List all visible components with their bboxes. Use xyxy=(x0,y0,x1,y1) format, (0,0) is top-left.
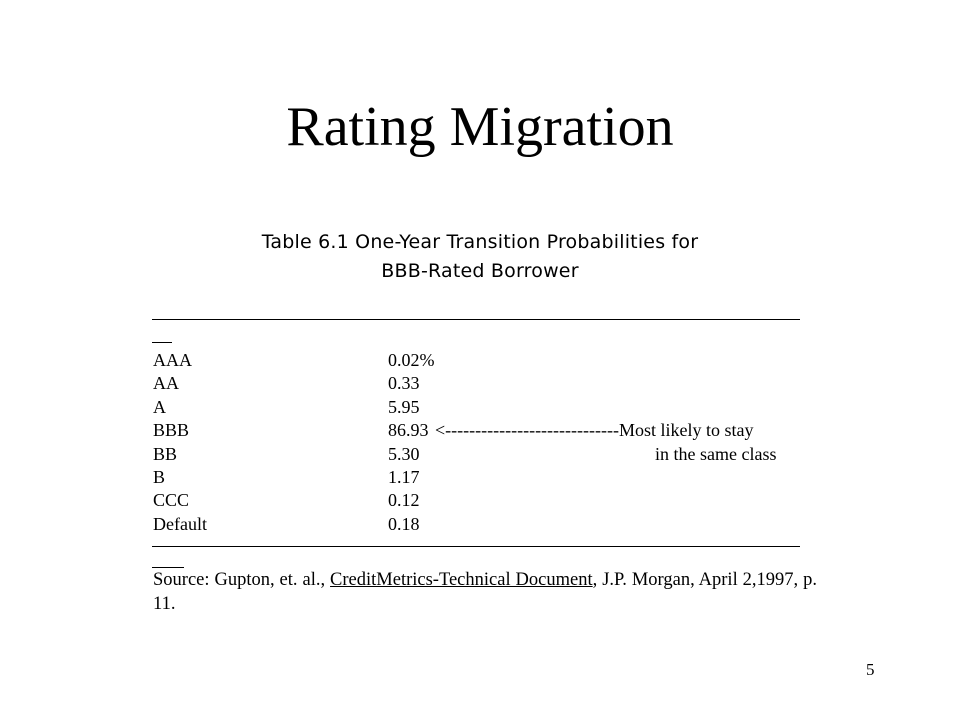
rating-label: A xyxy=(153,396,166,417)
table-caption xyxy=(200,228,760,286)
top-rule-tail xyxy=(152,342,172,343)
source-citation xyxy=(153,568,817,616)
most-likely-note: <-----------------------------Most likely to stay xyxy=(435,420,754,441)
rating-label: AA xyxy=(153,373,179,394)
rating-label: AAA xyxy=(153,350,192,370)
rating-label: CCC xyxy=(153,490,190,511)
source-suffix: , J.P. Morgan, April 2,1997, p. 11. xyxy=(153,570,817,614)
probability-value: 5.30 xyxy=(388,443,420,464)
rating-label: BB xyxy=(153,443,178,464)
bottom-rule xyxy=(152,546,800,547)
source-document-title: CreditMetrics-Technical Document xyxy=(330,570,593,590)
same-class-note: in the same class xyxy=(655,443,777,464)
table-caption-line-1: Table 6.1 One-Year Transition Probabilities for xyxy=(261,231,699,253)
probability-value: 0.33 xyxy=(388,373,420,394)
probability-value: 86.93 xyxy=(388,420,429,441)
top-rule xyxy=(152,319,800,320)
probability-value: 0.12 xyxy=(388,490,420,511)
table-caption-line-2: BBB-Rated Borrower xyxy=(381,260,579,282)
slide-title: Rating Migration xyxy=(286,96,674,158)
probability-value: 0.02% xyxy=(388,350,435,370)
page-number: 5 xyxy=(866,660,875,679)
source-prefix: Source: Gupton, et. al., xyxy=(153,570,331,590)
probability-value: 1.17 xyxy=(388,466,420,487)
rating-label: Default xyxy=(153,513,207,534)
rating-label: BBB xyxy=(153,420,190,441)
probability-value: 0.18 xyxy=(388,513,420,534)
rating-label: B xyxy=(153,466,166,487)
probability-value: 5.95 xyxy=(388,396,420,417)
